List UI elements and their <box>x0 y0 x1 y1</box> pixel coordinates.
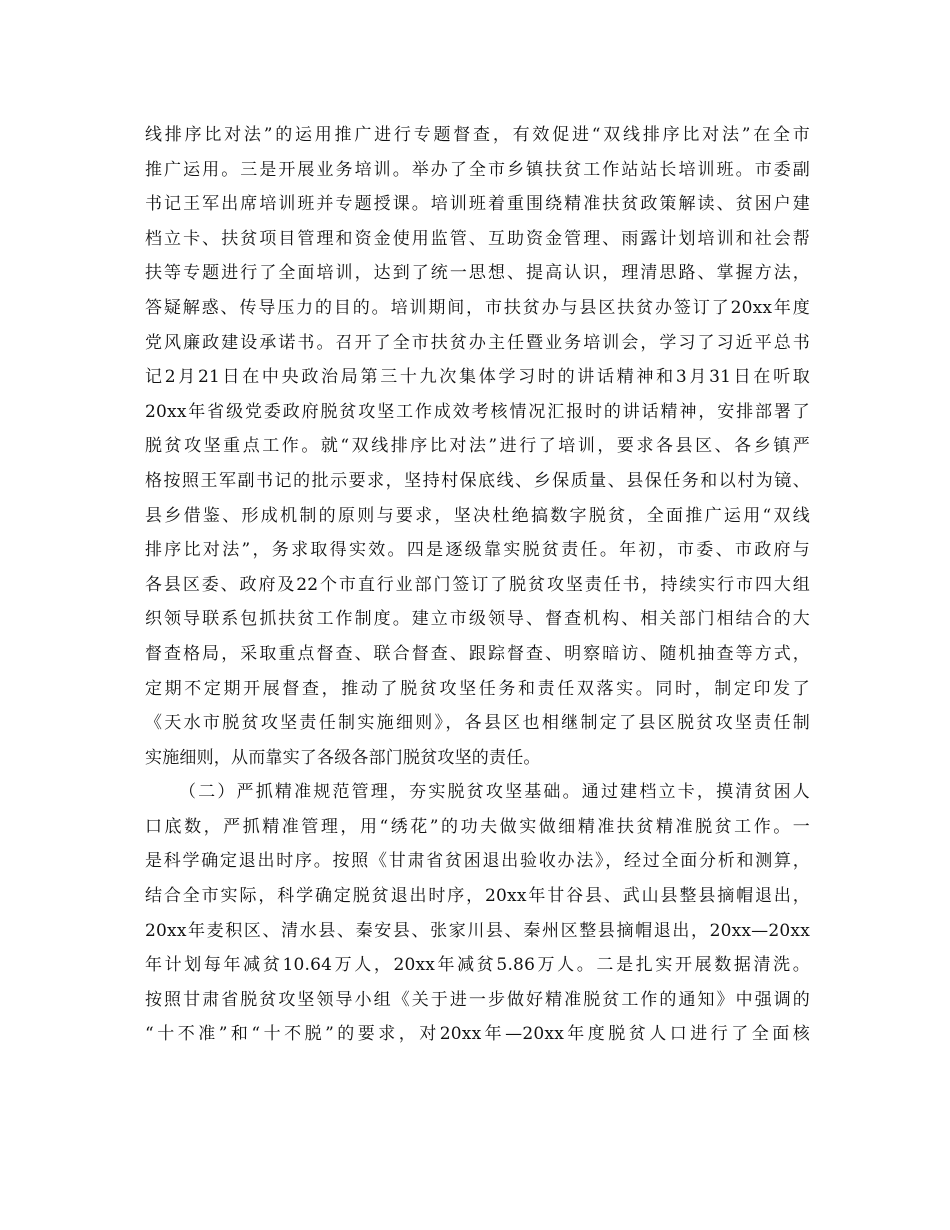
document-body <box>145 118 810 1052</box>
text-line: 脱贫攻坚重点工作。就“双线排序比对法”进行了培训，要求各县区、各乡镇严 <box>145 436 810 457</box>
text-line: 年计划每年减贫10.64万人，20xx年减贫5.86万人。二是扎实开展数据清洗。 <box>145 955 810 976</box>
text-line: 是科学确定退出时序。按照《甘肃省贫困退出验收办法》，经过全面分析和测算， <box>145 851 810 872</box>
text-line: 督查格局，采取重点督查、联合督查、跟踪督查、明察暗访、随机抽查等方式， <box>145 643 810 664</box>
text-line: 按照甘肃省脱贫攻坚领导小组《关于进一步做好精准脱贫工作的通知》中强调的 <box>145 989 810 1010</box>
text-line: 实施细则，从而靠实了各级各部门脱贫攻坚的责任。 <box>145 747 541 768</box>
text-line: （二）严抓精准规范管理，夯实脱贫攻坚基础。通过建档立卡，摸清贫困人 <box>179 782 810 803</box>
text-line: 定期不定期开展督查，推动了脱贫攻坚任务和责任双落实。同时，制定印发了 <box>145 678 810 699</box>
text-line: 格按照王军副书记的批示要求，坚持村保底线、乡保质量、县保任务和以村为镜、 <box>145 470 810 491</box>
text-line: 织领导联系包抓扶贫工作制度。建立市级领导、督查机构、相关部门相结合的大 <box>145 609 810 630</box>
text-line: 20xx年麦积区、清水县、秦安县、张家川县、秦州区整县摘帽退出，20xx—20xx <box>145 920 810 941</box>
text-line: 口底数，严抓精准管理，用“绣花”的功夫做实做细精准扶贫精准脱贫工作。一 <box>145 816 810 837</box>
text-line: 党风廉政建设承诺书。召开了全市扶贫办主任暨业务培训会，学习了习近平总书 <box>145 332 810 353</box>
text-line: 推广运用。三是开展业务培训。举办了全市乡镇扶贫工作站站长培训班。市委副 <box>145 159 810 180</box>
text-line: 各县区委、政府及22个市直行业部门签订了脱贫攻坚责任书，持续实行市四大组 <box>145 574 810 595</box>
text-line: 排序比对法”，务求取得实效。四是逐级靠实脱贫责任。年初，市委、市政府与 <box>145 540 810 561</box>
text-line: 记2月21日在中央政治局第三十九次集体学习时的讲话精神和3月31日在听取 <box>145 367 810 388</box>
text-line: 结合全市实际，科学确定脱贫退出时序，20xx年甘谷县、武山县整县摘帽退出， <box>145 886 810 907</box>
text-line: 答疑解惑、传导压力的目的。培训期间，市扶贫办与县区扶贫办签订了20xx年度 <box>145 297 810 318</box>
text-line: 线排序比对法”的运用推广进行专题督查，有效促进“双线排序比对法”在全市 <box>145 125 810 145</box>
text-line: 书记王军出席培训班并专题授课。培训班着重围绕精准扶贫政策解读、贫困户建 <box>145 194 810 215</box>
text-line: “十不准”和“十不脱”的要求，对20xx年—20xx年度脱贫人口进行了全面核 <box>145 1024 810 1045</box>
paragraph-1 <box>145 118 810 775</box>
text-line: 20xx年省级党委政府脱贫攻坚工作成效考核情况汇报时的讲话精神，安排部署了 <box>145 401 810 422</box>
text-line: 县乡借鉴、形成机制的原则与要求，坚决杜绝搞数字脱贫，全面推广运用“双线 <box>145 505 810 526</box>
text-line: 档立卡、扶贫项目管理和资金使用监管、互助资金管理、雨露计划培训和社会帮 <box>145 228 810 249</box>
text-line: 扶等专题进行了全面培训，达到了统一思想、提高认识，理清思路、掌握方法， <box>145 263 810 284</box>
paragraph-2 <box>145 775 810 1052</box>
text-line: 《天水市脱贫攻坚责任制实施细则》，各县区也相继制定了县区脱贫攻坚责任制 <box>145 713 810 734</box>
